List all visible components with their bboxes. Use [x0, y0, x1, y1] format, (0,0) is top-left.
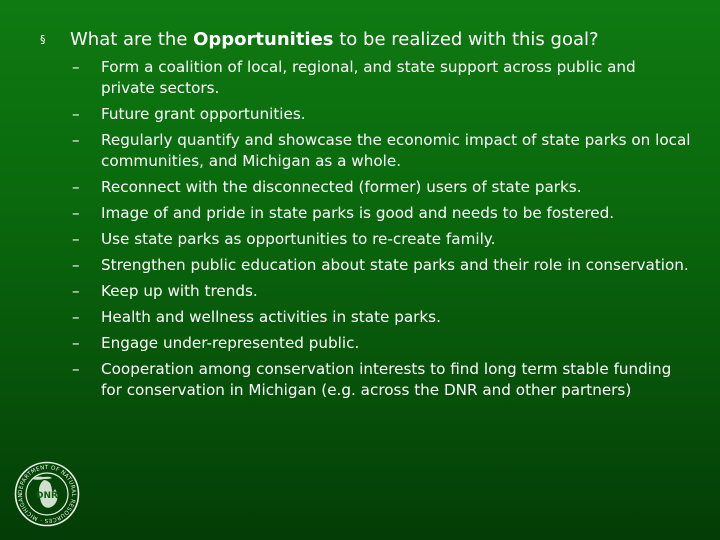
list-item-text: Form a coalition of local, regional, and state support across public and private sectors.: [101, 58, 636, 97]
dash-bullet: –: [72, 230, 80, 248]
heading-suffix: to be realized with this goal?: [333, 29, 599, 50]
list-item-text: Use state parks as opportunities to re-create family.: [101, 230, 496, 248]
dash-bullet: –: [72, 131, 80, 149]
dash-bullet: –: [72, 308, 80, 326]
list-item-text: Future grant opportunities.: [101, 105, 306, 123]
list-item: [72, 255, 692, 276]
dash-bullet: –: [72, 282, 80, 300]
dnr-seal-logo: [14, 461, 80, 527]
list-item-text: Keep up with trends.: [101, 282, 258, 300]
dash-bullet: –: [72, 334, 80, 352]
list-item: [72, 281, 692, 302]
dash-bullet: –: [72, 178, 80, 196]
list-item-text: Regularly quantify and showcase the economic impact of state parks on local communities, and Michigan as a whole.: [101, 131, 691, 170]
seal-dnr-text: DNR: [36, 491, 58, 501]
opportunities-list: [72, 57, 692, 406]
slide-heading: [40, 28, 700, 52]
heading-prefix: What are the: [70, 29, 194, 50]
list-item: [72, 104, 692, 125]
seal-ring-text: DEPARTMENT OF NATURAL RESOURCES · MICHIGAN: [17, 464, 77, 524]
list-item-text: Cooperation among conservation interests to find long term stable funding for conservation in Michigan (e.g. across the DNR and other partners): [101, 360, 672, 399]
list-item: [72, 130, 692, 172]
dash-bullet: –: [72, 256, 80, 274]
dash-bullet: –: [72, 360, 80, 378]
heading-bullet: §: [40, 33, 46, 46]
list-item: [72, 177, 692, 198]
list-item: [72, 307, 692, 328]
list-item: [72, 333, 692, 354]
dash-bullet: –: [72, 105, 80, 123]
list-item-text: Engage under-represented public.: [101, 334, 360, 352]
dnr-seal-icon: [14, 461, 80, 527]
list-item-text: Strengthen public education about state parks and their role in conservation.: [101, 256, 689, 274]
list-item: [72, 203, 692, 224]
dash-bullet: –: [72, 58, 80, 76]
list-item: [72, 229, 692, 250]
list-item: [72, 359, 692, 401]
heading-bold-word: Opportunities: [193, 29, 334, 50]
list-item-text: Image of and pride in state parks is good and needs to be fostered.: [101, 204, 615, 222]
list-item: [72, 57, 692, 99]
dash-bullet: –: [72, 204, 80, 222]
heading-text: [70, 28, 599, 52]
list-item-text: Health and wellness activities in state parks.: [101, 308, 441, 326]
list-item-text: Reconnect with the disconnected (former) users of state parks.: [101, 178, 582, 196]
